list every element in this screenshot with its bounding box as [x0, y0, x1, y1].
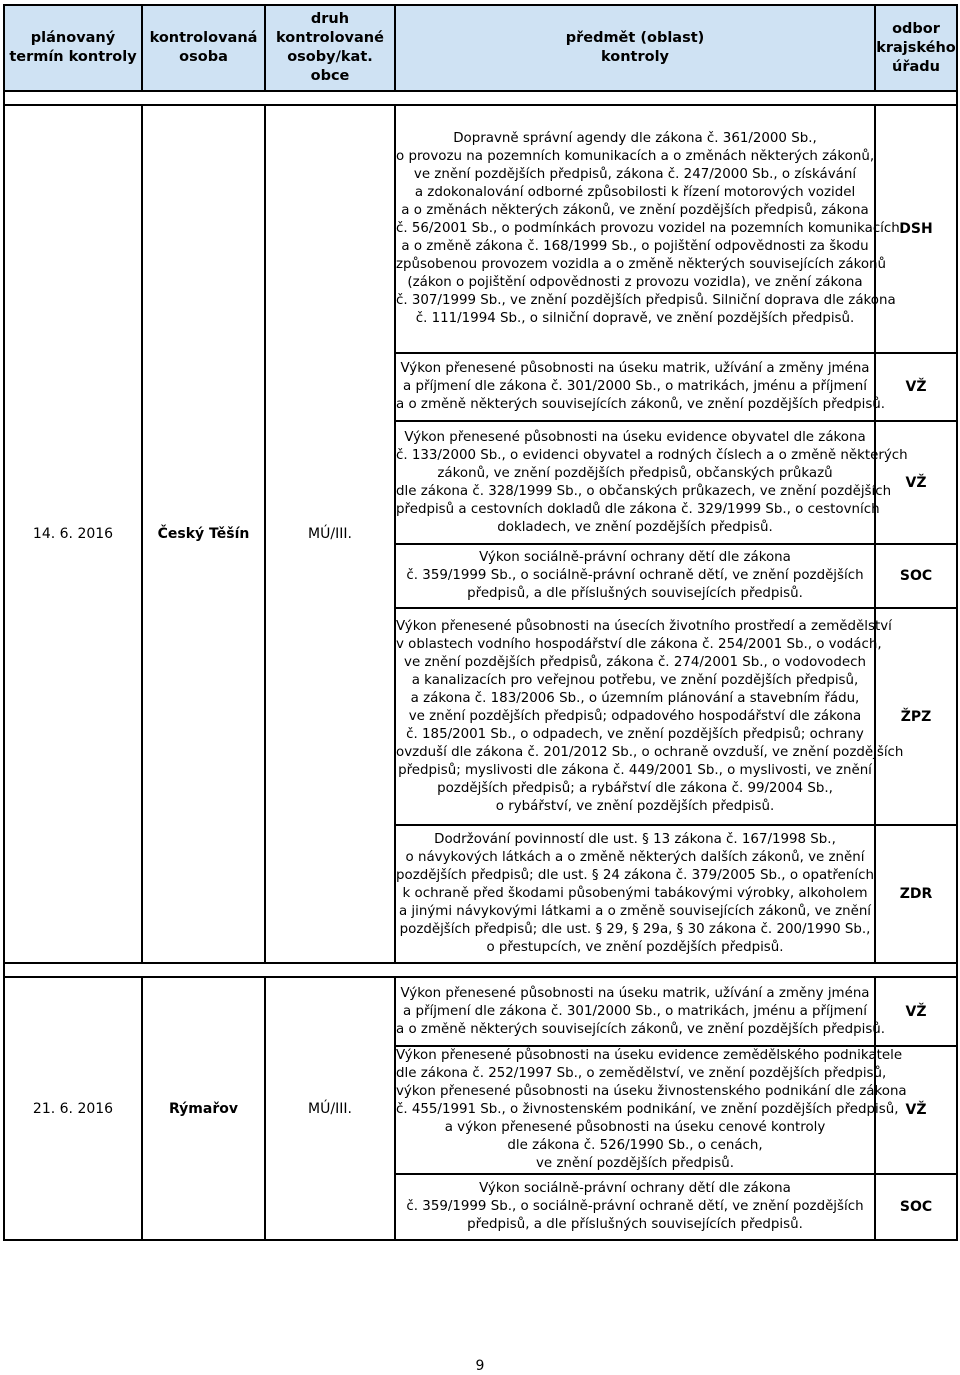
- subject-line: k ochraně před škodami působenými tabákovými výrobky, alkoholem: [402, 886, 868, 901]
- subject-line: způsobenou provozem vozidla a o změně některých souvisejících zákonů: [396, 257, 887, 272]
- subject-cell: [395, 421, 908, 544]
- department-cell: DSH: [875, 105, 957, 353]
- subject-line: Dodržování povinností dle ust. § 13 zákona č. 167/1998 Sb.,: [434, 832, 836, 847]
- department-cell: VŽ: [875, 977, 957, 1046]
- subject-line: a o změně zákona č. 168/1999 Sb., o pojištění odpovědnosti za škodu: [401, 239, 869, 254]
- subject-line: Výkon sociálně-právní ochrany dětí dle zákona: [479, 1181, 791, 1196]
- subject-line: výkon přenesené působnosti na úseku živnostenského podnikání dle zákona: [396, 1084, 907, 1099]
- department-cell: ZDR: [875, 825, 957, 963]
- subject-line: pozdějších předpisů; dle ust. § 29, § 29a, § 30 zákona č. 200/1990 Sb.,: [399, 922, 871, 937]
- subject-line: dokladech, ve znění pozdějších předpisů.: [497, 519, 773, 535]
- subject-line: pozdějších předpisů; dle ust. § 24 zákona č. 379/2005 Sb., o opatřeních: [396, 868, 874, 883]
- subject-cell: [395, 977, 886, 1046]
- subject-line: a kanalizacích pro veřejnou potřebu, ve znění pozdějších předpisů,: [411, 672, 859, 688]
- header-inspected-entity: kontrolovaná osoba: [142, 5, 265, 91]
- header-entity-type: druh kontrolované osoby/kat. obce: [265, 5, 395, 91]
- subject-cell: [395, 1174, 875, 1240]
- subject-line: č. 185/2001 Sb., o odpadech, ve znění pozdějších předpisů; ochrany: [406, 726, 864, 742]
- subject-line: dle zákona č. 328/1999 Sb., o občanských průkazech, ve znění pozdějších: [396, 483, 892, 499]
- subject-line: předpisů, a dle příslušných souvisejících předpisů.: [467, 586, 803, 601]
- subject-line: Výkon přenesené působnosti na úseku evidence obyvatel dle zákona: [404, 429, 866, 445]
- inspection-schedule-table: [3, 4, 958, 1241]
- table-row: [4, 105, 957, 353]
- subject-line: č. 455/1991 Sb., o živnostenském podnikání, ve znění pozdějších předpisů,: [396, 1102, 899, 1117]
- subject-cell: [395, 353, 886, 421]
- subject-cell: [395, 544, 875, 608]
- subject-line: v oblastech vodního hospodářství dle zákona č. 254/2001 Sb., o vodách,: [396, 636, 882, 652]
- subject-line: č. 359/1999 Sb., o sociálně-právní ochraně dětí, ve znění pozdějších: [406, 1199, 864, 1214]
- table-header-row: [4, 5, 957, 91]
- subject-line: ve znění pozdějších předpisů; odpadového hospodářství dle zákona: [408, 708, 862, 724]
- subject-line: Dopravně správní agendy dle zákona č. 361/2000 Sb.,: [453, 131, 817, 146]
- entity-type-cell: MÚ/III.: [265, 977, 395, 1240]
- subject-line: ve znění pozdějších předpisů, zákona č. 247/2000 Sb., o získávání: [413, 167, 857, 182]
- spacer-row: [4, 91, 957, 105]
- subject-line: dle zákona č. 252/1997 Sb., o zemědělství, ve znění pozdějších předpisů,: [396, 1066, 887, 1081]
- subject-line: ve znění pozdějších předpisů, zákona č. 274/2001 Sb., o vodovodech: [404, 654, 866, 670]
- subject-line: a o změně některých souvisejících zákonů, ve znění pozdějších předpisů.: [396, 397, 886, 412]
- planned-date-cell: 21. 6. 2016: [4, 977, 142, 1240]
- subject-cell: [395, 1046, 907, 1174]
- subject-line: a výkon přenesené působnosti na úseku cenové kontroly: [444, 1120, 826, 1135]
- subject-line: a zákona č. 183/2006 Sb., o územním plánování a stavebním řádu,: [410, 690, 860, 706]
- subject-line: dle zákona č. 526/1990 Sb., o cenách,: [507, 1138, 763, 1153]
- department-cell: SOC: [875, 544, 957, 608]
- spacer-cell: [4, 963, 957, 977]
- inspected-entity-cell: Český Těšín: [142, 105, 265, 963]
- subject-line: Výkon přenesené působnosti na úseku matrik, užívání a změny jména: [400, 985, 870, 1001]
- page-number: 9: [475, 1358, 485, 1374]
- subject-line: Výkon přenesené působnosti na úseku matrik, užívání a změny jména: [400, 361, 870, 376]
- table-body: [4, 91, 957, 1240]
- subject-line: č. 359/1999 Sb., o sociálně-právní ochraně dětí, ve znění pozdějších: [406, 568, 864, 583]
- header-subject: předmět (oblast) kontroly: [395, 5, 875, 91]
- subject-line: Výkon přenesené působnosti na úsecích životního prostředí a zemědělství: [396, 618, 892, 634]
- header-department: odbor krajského úřadu: [875, 5, 957, 91]
- subject-line: o přestupcích, ve znění pozdějších předpisů.: [486, 940, 784, 955]
- subject-line: a jinými návykovými látkami a o změně souvisejících zákonů, ve znění: [398, 904, 872, 919]
- department-cell: VŽ: [875, 421, 957, 544]
- subject-line: ve znění pozdějších předpisů.: [535, 1156, 734, 1171]
- subject-cell: [395, 825, 875, 963]
- subject-line: zákonů, ve znění pozdějších předpisů, občanských průkazů: [437, 465, 833, 481]
- department-cell: ŽPZ: [875, 608, 957, 825]
- subject-line: a o změnách některých zákonů, ve znění pozdějších předpisů, zákona: [401, 203, 869, 218]
- subject-line: č. 133/2000 Sb., o evidenci obyvatel a rodných číslech a o změně některých: [396, 447, 908, 463]
- subject-cell: [395, 105, 900, 353]
- subject-line: o rybářství, ve znění pozdějších předpisů.: [495, 798, 775, 814]
- subject-line: a příjmení dle zákona č. 301/2000 Sb., o matrikách, jménu a příjmení: [403, 379, 867, 394]
- inspected-entity-cell: Rýmařov: [142, 977, 265, 1240]
- planned-date-cell: 14. 6. 2016: [4, 105, 142, 963]
- spacer-row: [4, 963, 957, 977]
- subject-line: č. 111/1994 Sb., o silniční dopravě, ve znění pozdějších předpisů.: [415, 311, 855, 326]
- subject-line: a zdokonalování odborné způsobilosti k řízení motorových vozidel: [414, 185, 856, 200]
- department-cell: VŽ: [875, 353, 957, 421]
- subject-line: ovzduší dle zákona č. 201/2012 Sb., o ochraně ovzduší, ve znění pozdějších: [396, 744, 904, 760]
- subject-line: předpisů, a dle příslušných souvisejících předpisů.: [467, 1217, 803, 1232]
- subject-line: o návykových látkách a o změně některých dalších zákonů, ve znění: [405, 850, 865, 865]
- department-cell: VŽ: [875, 1046, 957, 1174]
- spacer-cell: [4, 91, 957, 105]
- subject-line: pozdějších předpisů; a rybářství dle zákona č. 99/2004 Sb.,: [437, 780, 833, 796]
- department-cell: SOC: [875, 1174, 957, 1240]
- header-planned-date: plánovaný termín kontroly: [4, 5, 142, 91]
- subject-line: předpisů a cestovních dokladů dle zákona č. 329/1999 Sb., o cestovních: [396, 501, 880, 517]
- entity-type-cell: MÚ/III.: [265, 105, 395, 963]
- subject-line: předpisů; myslivosti dle zákona č. 449/2001 Sb., o myslivosti, ve znění: [398, 762, 872, 778]
- subject-line: a o změně některých souvisejících zákonů, ve znění pozdějších předpisů.: [396, 1021, 886, 1037]
- subject-cell: [395, 608, 904, 825]
- subject-line: (zákon o pojištění odpovědnosti z provozu vozidla), ve znění zákona: [407, 275, 863, 290]
- subject-line: Výkon sociálně-právní ochrany dětí dle zákona: [479, 550, 791, 565]
- subject-line: Výkon přenesené působnosti na úseku evidence zemědělského podnikatele: [396, 1048, 903, 1063]
- subject-line: o provozu na pozemních komunikacích a o změnách některých zákonů,: [396, 149, 875, 164]
- table-row: [4, 977, 957, 1046]
- subject-line: č. 307/1999 Sb., ve znění pozdějších předpisů. Silniční doprava dle zákona: [396, 293, 896, 308]
- subject-line: a příjmení dle zákona č. 301/2000 Sb., o matrikách, jménu a příjmení: [403, 1003, 867, 1019]
- subject-line: č. 56/2001 Sb., o podmínkách provozu vozidel na pozemních komunikacích: [396, 221, 900, 236]
